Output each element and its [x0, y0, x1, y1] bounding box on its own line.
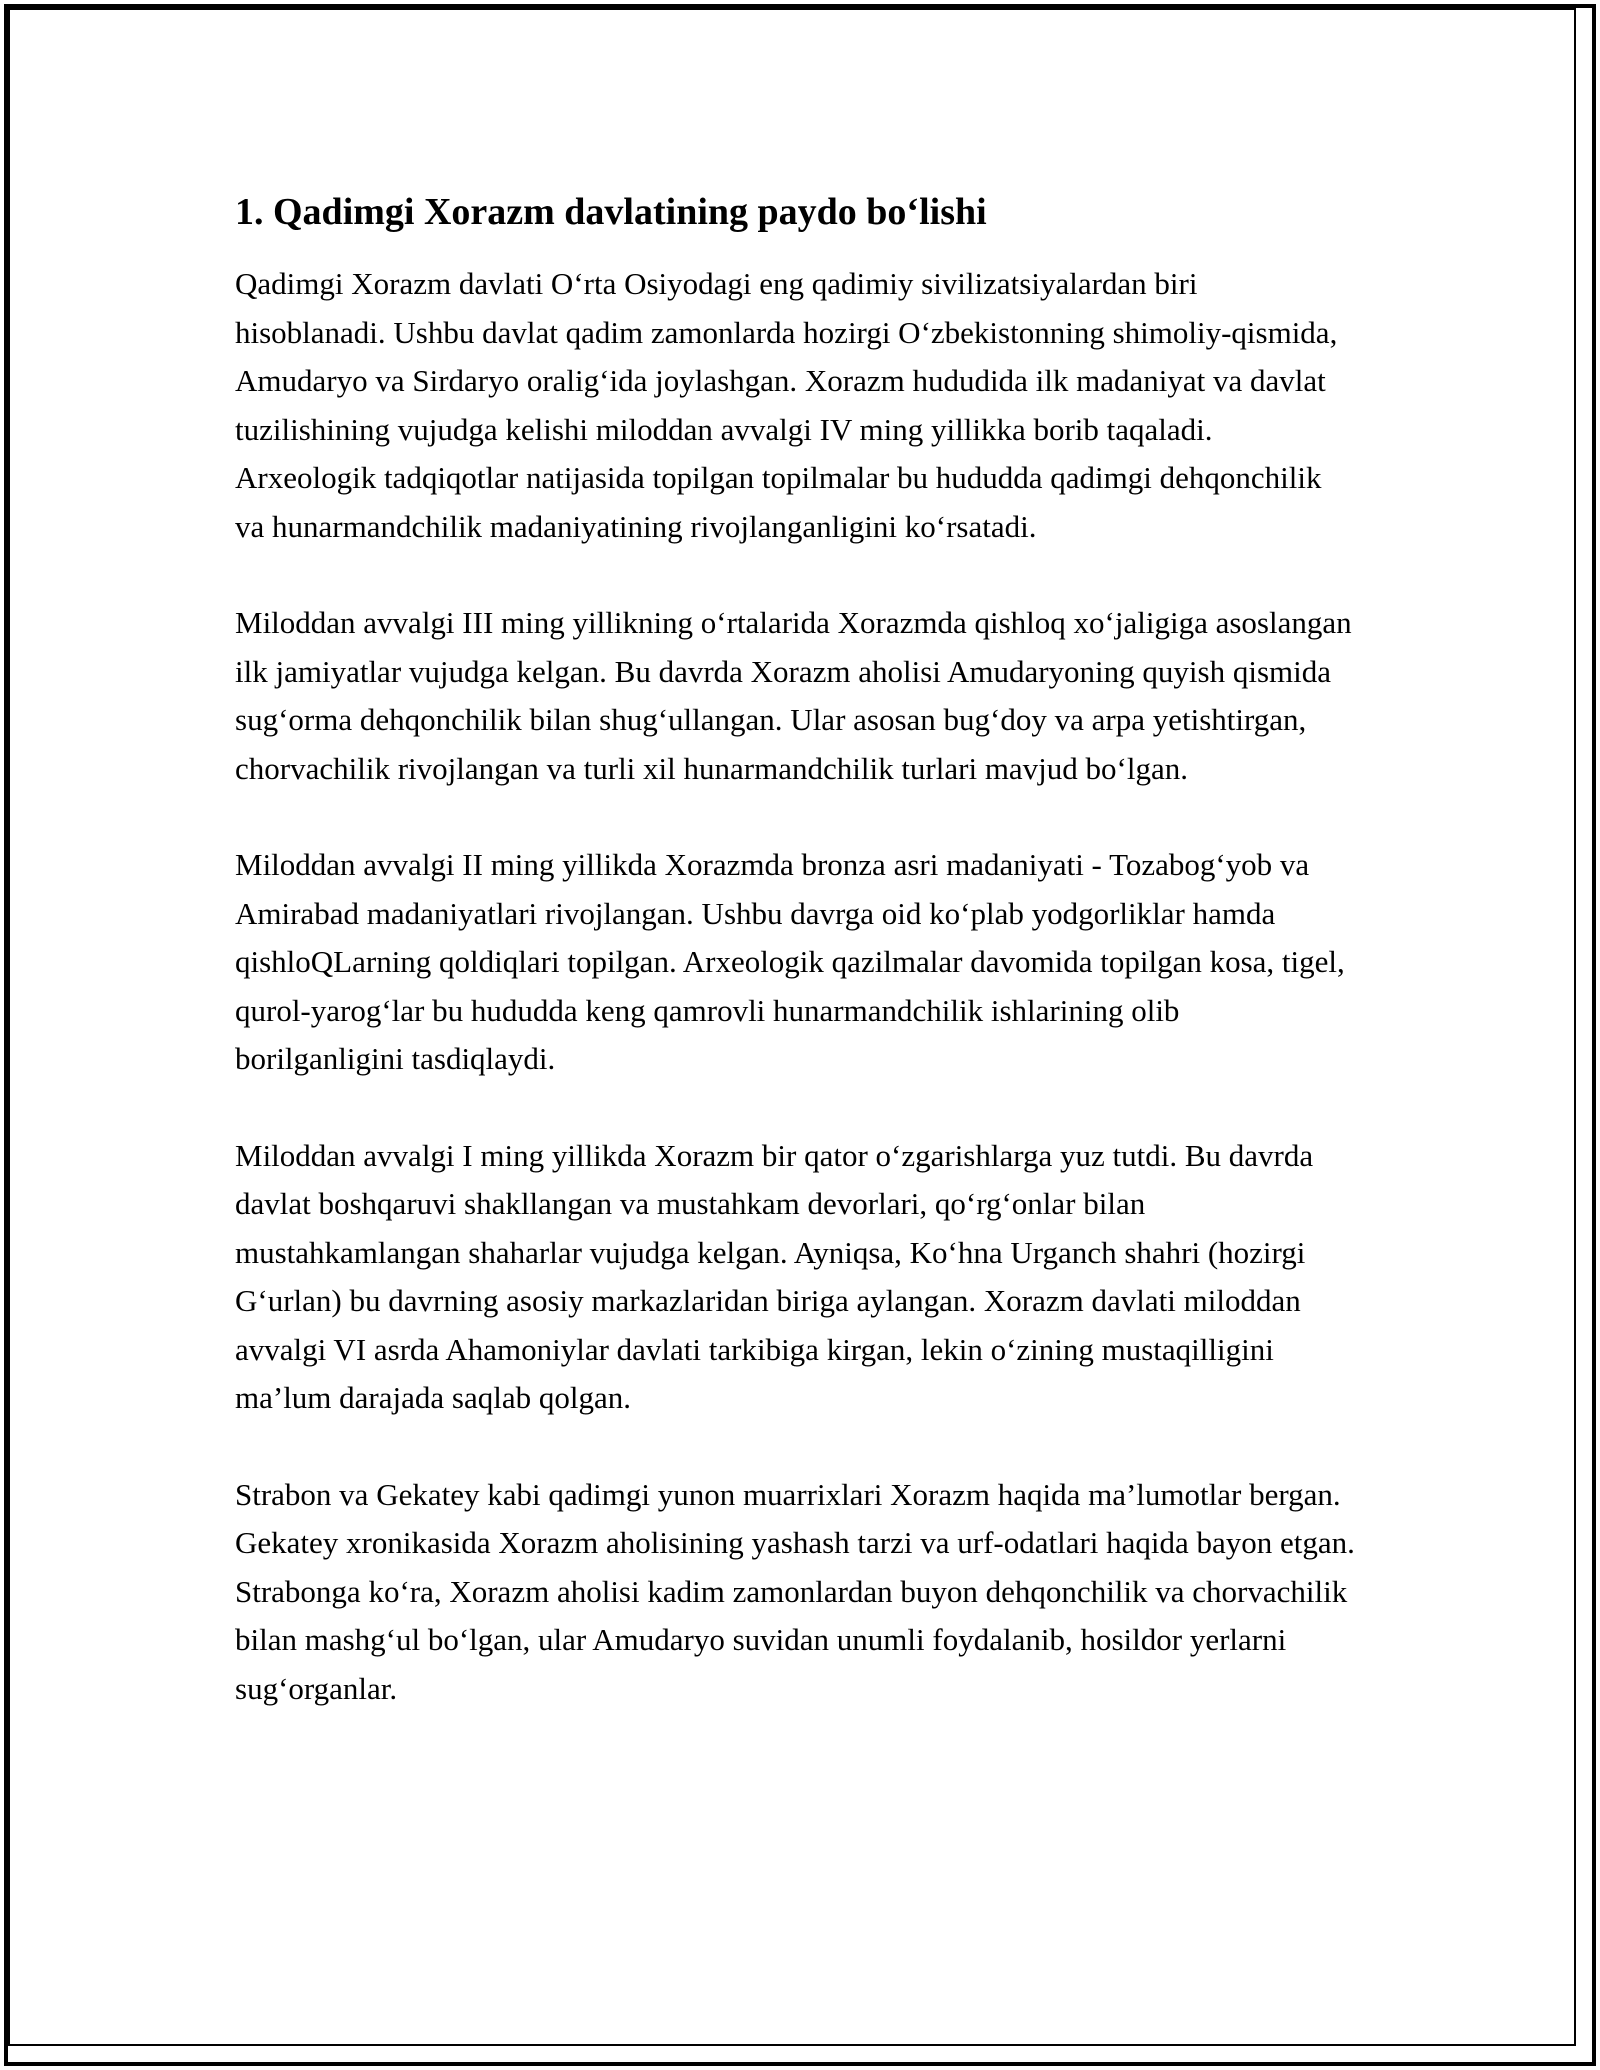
paragraph-4: Miloddan avvalgi I ming yillikda Xorazm bir qator o‘zgarishlarga yuz tutdi. Bu davrda davlat boshqaruvi shakllangan va mustahkam devorlari, qo‘rg‘onlar bilan mustahkamlangan shaharlar vujudga kelgan. Ayniqsa, Ko‘hna Urganch shahri (hozirgi G‘urlan) bu davrning asosiy markazlaridan biriga aylangan. Xorazm davlati miloddan avvalgi VI asrda Ahamoniylar davlati tarkibiga kirgan, lekin o‘zining mustaqilligini ma’lum darajada saqlab qolgan. — [235, 1137, 1314, 1415]
document-body — [235, 186, 1355, 1761]
section-title: 1. Qadimgi Xorazm davlatining paydo bo‘lishi — [235, 191, 987, 233]
paragraph-1: Qadimgi Xorazm davlati O‘rta Osiyodagi eng qadimiy sivilizatsiyalardan biri hisoblanadi. Ushbu davlat qadim zamonlarda hozirgi O‘zbekistonning shimoliy-qismida, Amudaryo va Sirdaryo oralig‘ida joylashgan. Xorazm hududida ilk madaniyat va davlat tuzilishining vujudga kelishi miloddan avvalgi IV ming yillikka borib taqaladi. Arxeologik tadqiqotlar natijasida topilgan topilmalar bu hududda qadimgi dehqonchilik va hunarmandchilik madaniyatining rivojlanganligini ko‘rsatadi. — [235, 266, 1338, 544]
paragraph-3: Miloddan avvalgi II ming yillikda Xorazmda bronza asri madaniyati - Tozabog‘yob va Amirabad madaniyatlari rivojlangan. Ushbu davrga oid ko‘plab yodgorliklar hamda qishloQLarning qoldiqlari topilgan. Arxeologik qazilmalar davomida topilgan kosa, tigel, qurol-yarog‘lar bu hududda keng qamrovli hunarmandchilik ishlarining olib borilganligini tasdiqlaydi. — [235, 847, 1345, 1076]
paragraph-5: Strabon va Gekatey kabi qadimgi yunon muarrixlari Xorazm haqida ma’lumotlar bergan. Gekatey xronikasida Xorazm aholisining yashash tarzi va urf-odatlari haqida bayon etgan. Strabonga ko‘ra, Xorazm aholisi kadim zamonlardan buyon dehqonchilik va chorvachilik bilan mashg‘ul bo‘lgan, ular Amudaryo suvidan unumli foydalanib, hosildor yerlarni sug‘organlar. — [235, 1476, 1355, 1706]
paragraph-2: Miloddan avvalgi III ming yillikning o‘rtalarida Xorazmda qishloq xo‘jaligiga asoslangan ilk jamiyatlar vujudga kelgan. Bu davrda Xorazm aholisi Amudaryoning quyish qismida sug‘orma dehqonchilik bilan shug‘ullangan. Ular asosan bug‘doy va arpa yetishtirgan, chorvachilik rivojlangan va turli xil hunarmandchilik turlari mavjud bo‘lgan. — [235, 605, 1352, 786]
